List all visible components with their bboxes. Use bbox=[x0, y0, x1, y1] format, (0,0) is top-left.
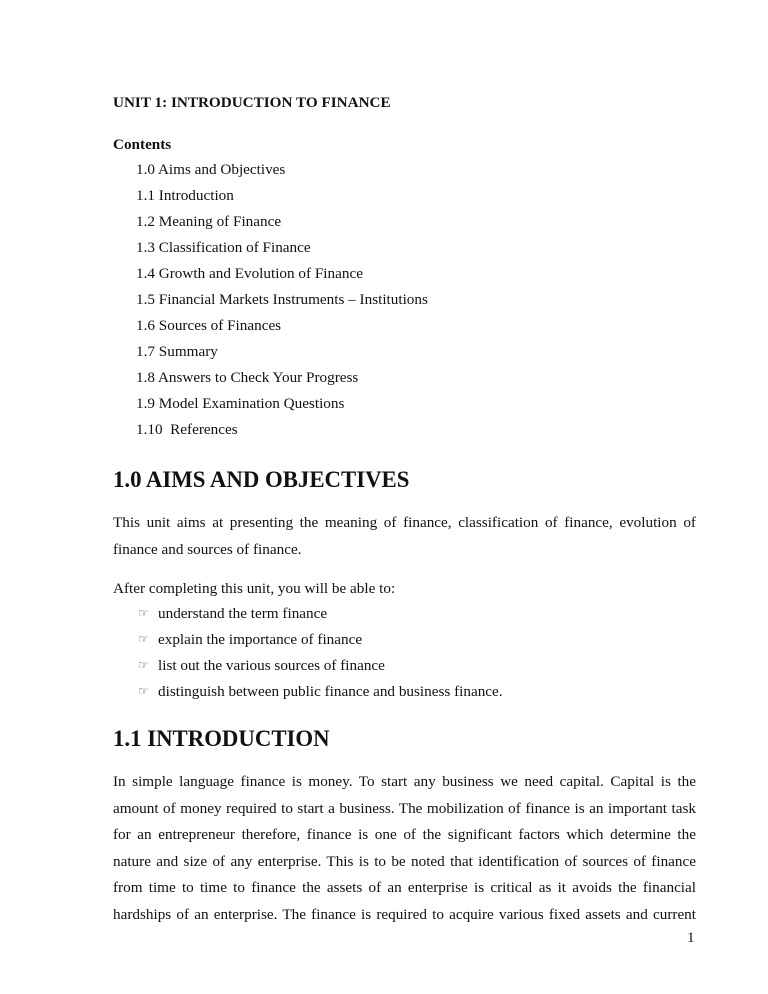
toc-item: 1.10 References bbox=[136, 421, 238, 438]
toc-item: 1.3 Classification of Finance bbox=[136, 239, 311, 256]
introduction-paragraph: In simple language finance is money. To start any business we need capital. Capital is the amount of money required to start a business. The mobilization of finance is an important task for an entrepreneur therefore, finance is one of the significant factors which determine the nature and size of any enterprise. This is to be noted that identification of sources of finance from time to time to finance the assets of an enterprise is critical as it avoids the financial hardships of an enterprise. The finance is required to acquire various fixed assets and current bbox=[113, 773, 696, 923]
toc-item: 1.7 Summary bbox=[136, 343, 218, 360]
objective-item bbox=[138, 653, 696, 679]
pointing-hand-icon: ☞ bbox=[138, 684, 149, 698]
pointing-hand-icon: ☞ bbox=[138, 632, 149, 646]
toc-item: 1.2 Meaning of Finance bbox=[136, 213, 282, 230]
toc-item: 1.9 Model Examination Questions bbox=[136, 395, 345, 412]
objective-item bbox=[138, 627, 696, 653]
objective-item bbox=[138, 601, 696, 627]
objective-item bbox=[138, 679, 696, 705]
objective-text: distinguish between public finance and business finance. bbox=[158, 683, 503, 700]
pointing-hand-icon: ☞ bbox=[138, 658, 149, 672]
objectives-lead: After completing this unit, you will be able to: bbox=[113, 580, 396, 597]
objectives-list bbox=[113, 601, 696, 705]
objective-text: understand the term finance bbox=[158, 605, 328, 622]
toc-item: 1.4 Growth and Evolution of Finance bbox=[136, 265, 363, 282]
table-of-contents bbox=[113, 157, 696, 443]
pointing-hand-icon: ☞ bbox=[138, 606, 149, 620]
page-content bbox=[113, 93, 696, 928]
toc-item: 1.8 Answers to Check Your Progress bbox=[136, 369, 359, 386]
section-heading-aims: 1.0 AIMS AND OBJECTIVES bbox=[113, 467, 410, 492]
aims-paragraph: This unit aims at presenting the meaning of finance, classification of finance, evolution of finance and sources of finance. bbox=[113, 514, 696, 558]
objective-text: explain the importance of finance bbox=[158, 631, 363, 648]
contents-heading: Contents bbox=[113, 136, 172, 153]
page-number: 1 bbox=[687, 929, 695, 946]
unit-title: UNIT 1: INTRODUCTION TO FINANCE bbox=[113, 94, 391, 111]
toc-item: 1.0 Aims and Objectives bbox=[136, 161, 286, 178]
section-heading-introduction: 1.1 INTRODUCTION bbox=[113, 726, 330, 751]
toc-item: 1.6 Sources of Finances bbox=[136, 317, 282, 334]
objective-text: list out the various sources of finance bbox=[158, 657, 385, 674]
toc-item: 1.1 Introduction bbox=[136, 187, 234, 204]
toc-item: 1.5 Financial Markets Instruments – Institutions bbox=[136, 291, 428, 308]
